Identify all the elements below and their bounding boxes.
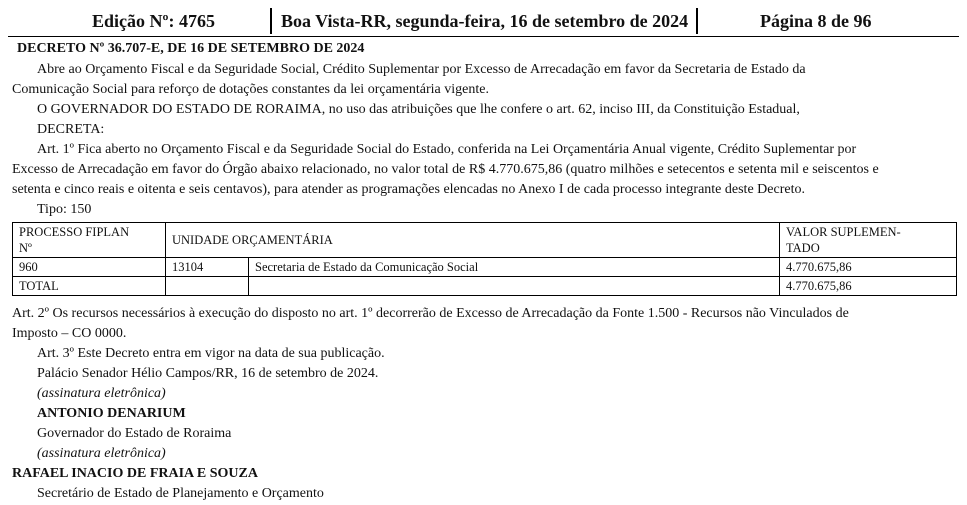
signature-note: (assinatura eletrônica) xyxy=(37,446,166,461)
article-1: Art. 1º Fica aberto no Orçamento Fiscal e da Seguridade Social do Estado, conferida na Lei Orçamentária Anual vigente, Crédito Suplementar por xyxy=(37,142,857,157)
cell-valor: 4.770.675,86 xyxy=(780,258,957,277)
signatory-name: RAFAEL INACIO DE FRAIA E SOUZA xyxy=(12,466,258,481)
header-valor xyxy=(780,223,957,258)
credit-table xyxy=(12,222,957,296)
decree-preamble: O GOVERNADOR DO ESTADO DE RORAIMA, no uso das atribuições que lhe confere o art. 62, inciso III, da Constituição Estadual, xyxy=(37,102,800,117)
header-valor-line1: VALOR SUPLEMEN- xyxy=(786,225,901,239)
article-2: Art. 2º Os recursos necessários à execução do disposto no art. 1º decorrerão de Excesso de Arrecadação da Fonte 1.500 - Recursos não Vinculados de xyxy=(12,306,849,321)
table-header-row xyxy=(13,223,957,258)
page-number: Página 8 de 96 xyxy=(760,11,872,31)
header-processo-line1: PROCESSO FIPLAN xyxy=(19,225,130,239)
table-row xyxy=(13,258,957,277)
article-3: Art. 3º Este Decreto entra em vigor na data de sua publicação. xyxy=(37,346,385,361)
cell-unidade: Secretaria de Estado da Comunicação Social xyxy=(249,258,780,277)
signature-note: (assinatura eletrônica) xyxy=(37,386,166,401)
header-unidade: UNIDADE ORÇAMENTÁRIA xyxy=(166,223,780,258)
cell-empty xyxy=(166,277,249,296)
page-header xyxy=(8,6,959,37)
signatory-name: ANTONIO DENARIUM xyxy=(37,406,186,421)
article-1: Excesso de Arrecadação em favor do Órgão abaixo relacionado, no valor total de R$ 4.770.675,86 (quatro milhões e setecentos e setenta mil e seiscentos e xyxy=(12,162,879,177)
cell-total-valor: 4.770.675,86 xyxy=(780,277,957,296)
header-valor-line2: TADO xyxy=(786,241,820,255)
edition-number: Edição Nº: 4765 xyxy=(92,11,215,31)
article-1: setenta e cinco reais e oitenta e seis centavos), para atender as programações elencadas no Anexo I de cada processo integrante deste Decreto. xyxy=(12,182,805,197)
header-processo xyxy=(13,223,166,258)
header-processo-line2: Nº xyxy=(19,241,32,255)
cell-empty xyxy=(249,277,780,296)
decree-decreta: DECRETA: xyxy=(37,122,105,137)
signatory-role: Governador do Estado de Roraima xyxy=(37,426,232,441)
decree-summary: Comunicação Social para reforço de dotações constantes da lei orçamentária vigente. xyxy=(12,82,489,97)
publication-date: Boa Vista-RR, segunda-feira, 16 de setembro de 2024 xyxy=(281,11,689,31)
table-total-row xyxy=(13,277,957,296)
place-date: Palácio Senador Hélio Campos/RR, 16 de setembro de 2024. xyxy=(37,366,379,381)
cell-code: 13104 xyxy=(166,258,249,277)
cell-processo: 960 xyxy=(13,258,166,277)
cell-total-label: TOTAL xyxy=(13,277,166,296)
tipo-label: Tipo: 150 xyxy=(37,202,92,217)
header-divider xyxy=(696,8,698,34)
decree-summary: Abre ao Orçamento Fiscal e da Seguridade Social, Crédito Suplementar por Excesso de Arrecadação em favor da Secretaria de Estado da xyxy=(37,62,806,77)
signatory-role: Secretário de Estado de Planejamento e Orçamento xyxy=(37,486,324,501)
header-divider xyxy=(270,8,272,34)
article-2: Imposto – CO 0000. xyxy=(12,326,127,341)
decree-title: DECRETO Nº 36.707-E, DE 16 DE SETEMBRO DE 2024 xyxy=(17,41,365,56)
